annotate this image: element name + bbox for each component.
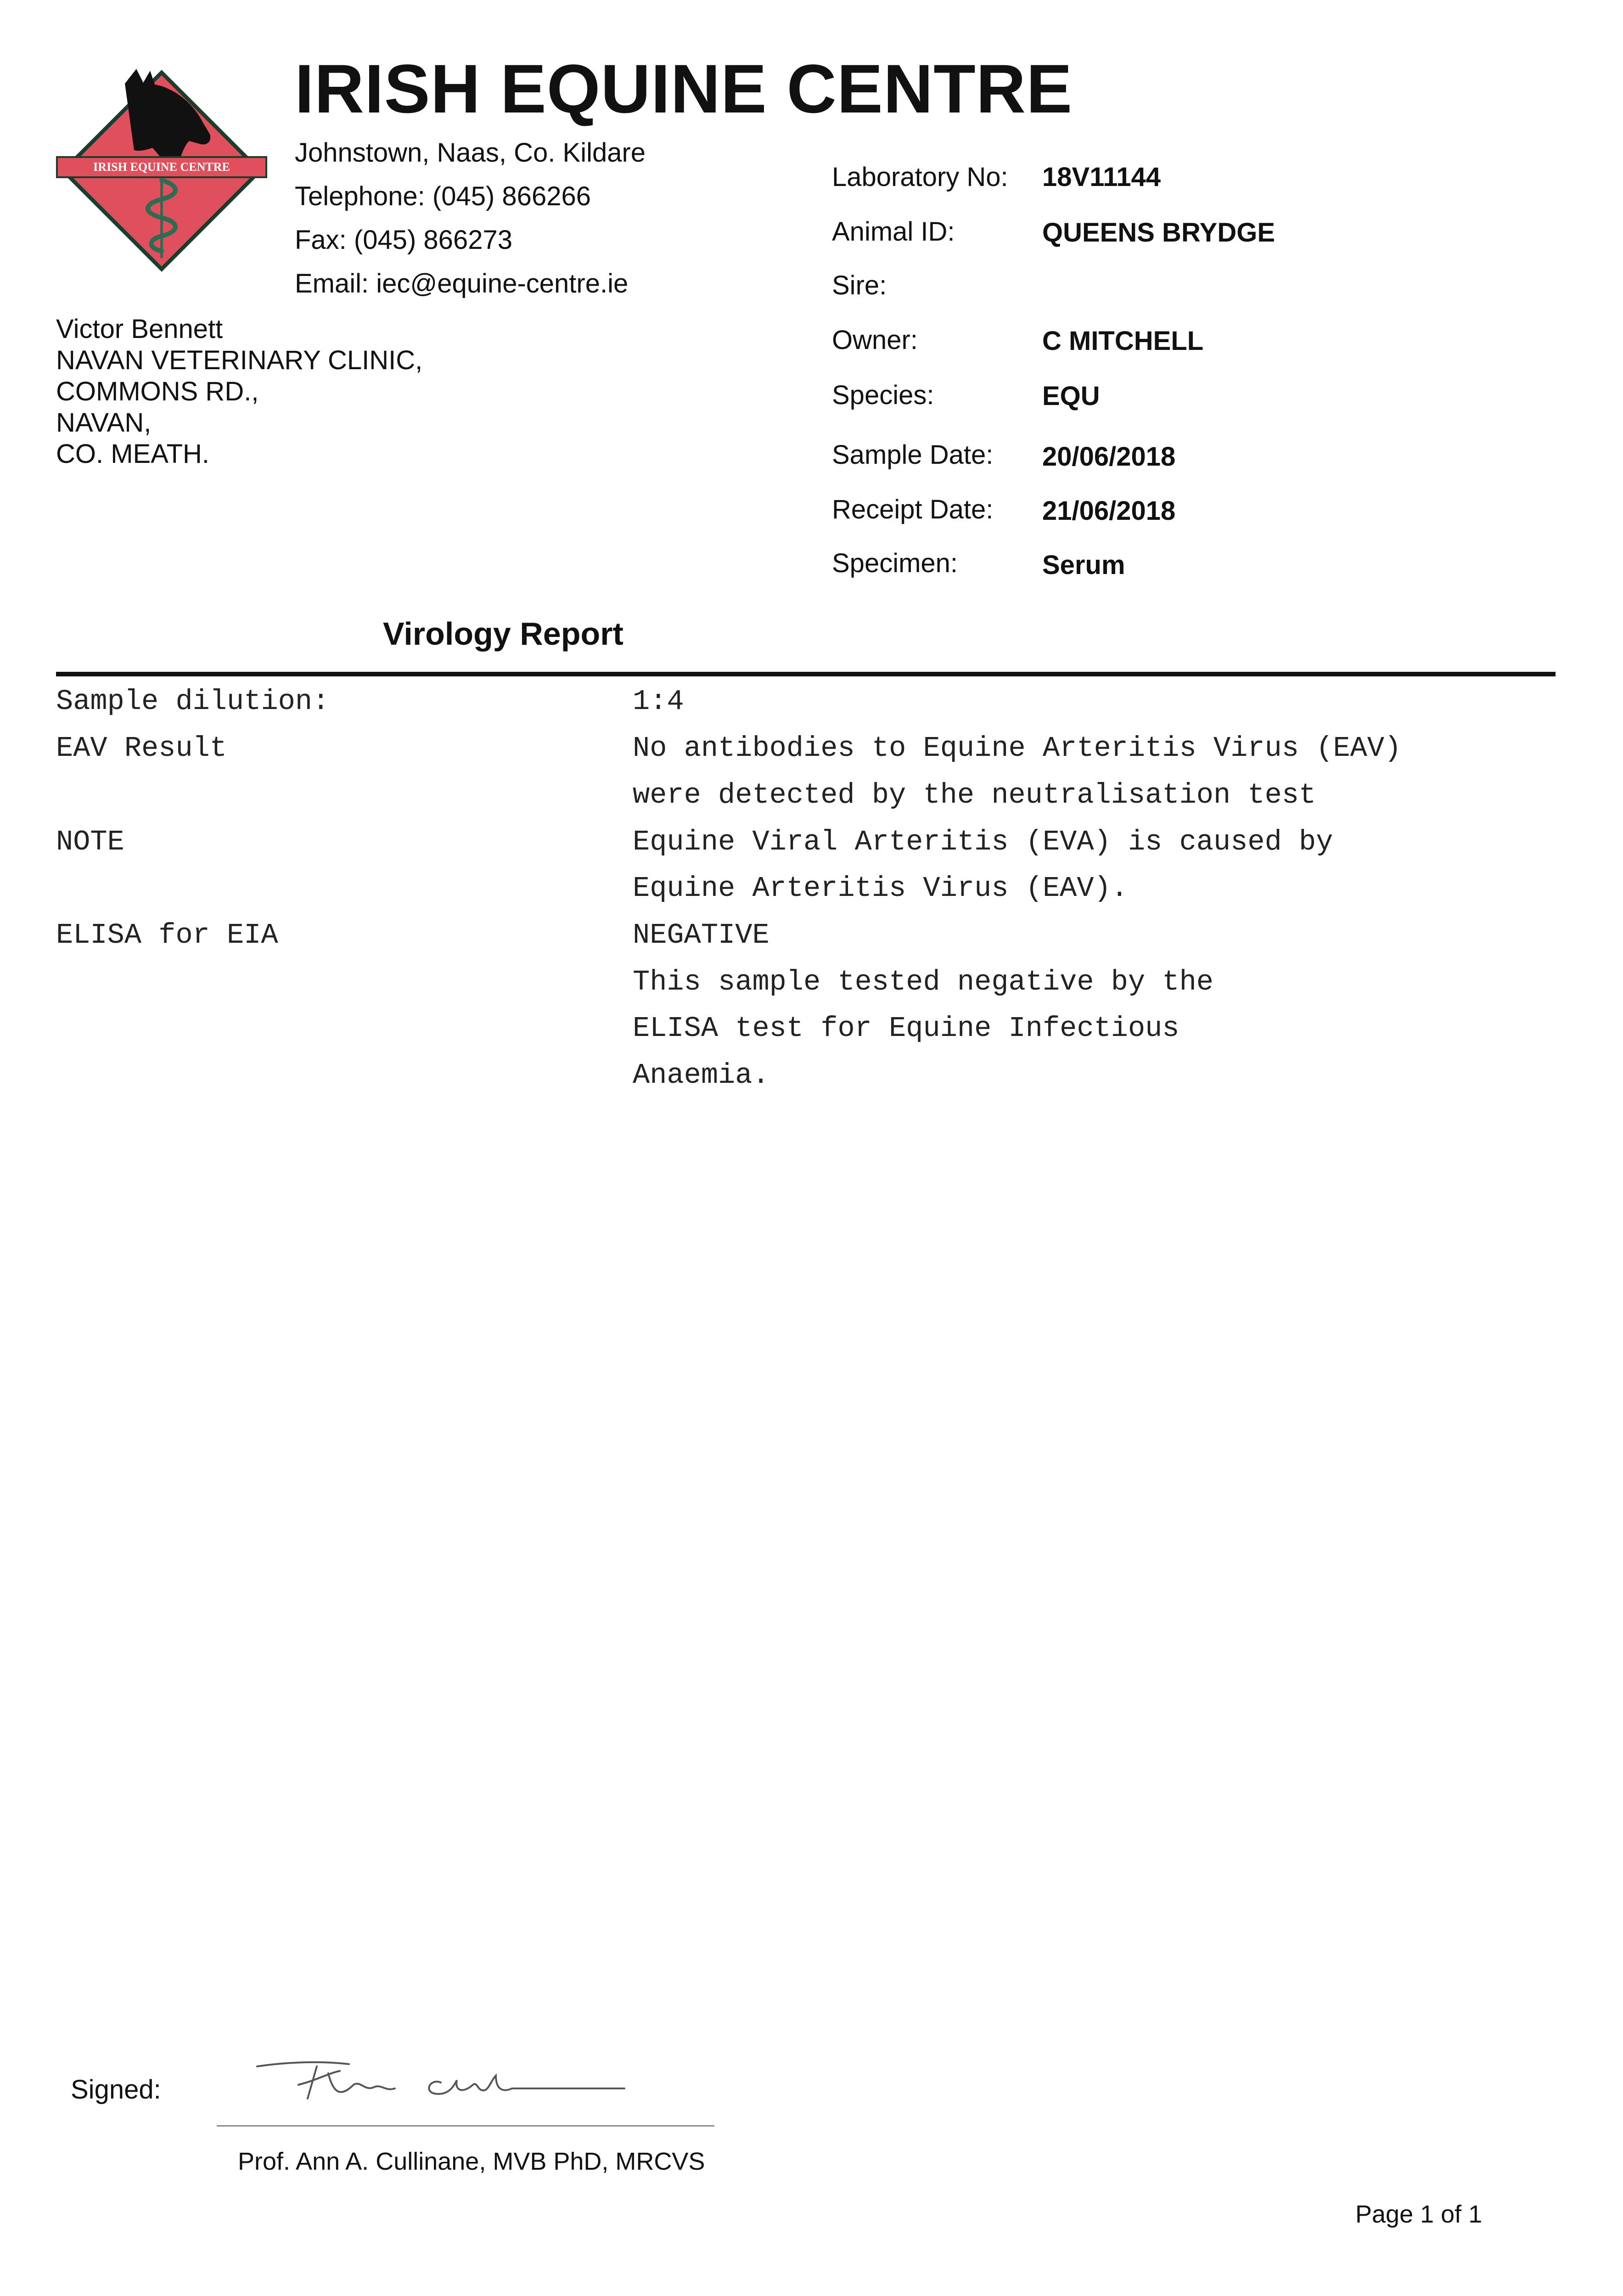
result-line: NEGATIVE (633, 919, 769, 951)
specimen-value: Serum (1042, 550, 1125, 580)
owner-label: Owner: (832, 325, 918, 355)
result-line: No antibodies to Equine Arteritis Virus (EAV) (633, 732, 1402, 765)
result-line: 1:4 (633, 685, 684, 718)
result-line: Equine Viral Arteritis (EVA) is caused by (633, 826, 1333, 858)
result-label: EAV Result (56, 732, 227, 765)
recipient-address-line: CO. MEATH. (56, 439, 210, 469)
result-line: Anaemia. (633, 1059, 769, 1092)
recipient-name: Victor Bennett (56, 314, 223, 344)
result-line: Equine Arteritis Virus (EAV). (633, 872, 1128, 905)
animal-id-label: Animal ID: (832, 217, 955, 247)
owner-value: C MITCHELL (1042, 326, 1204, 356)
logo-banner-text: IRISH EQUINE CENTRE (93, 160, 230, 174)
result-label: Sample dilution: (56, 685, 330, 718)
result-label: ELISA for EIA (56, 919, 278, 951)
animal-id-value: QUEENS BRYDGE (1042, 218, 1275, 248)
signature-line (217, 2125, 714, 2127)
lab-number-value: 18V11144 (1042, 162, 1161, 192)
contact-telephone: Telephone: (045) 866266 (295, 181, 591, 211)
handwritten-signature (248, 2048, 643, 2117)
species-value: EQU (1042, 381, 1100, 411)
organization-name: IRISH EQUINE CENTRE (295, 50, 1073, 127)
sample-date-value: 20/06/2018 (1042, 442, 1176, 472)
sample-date-label: Sample Date: (832, 440, 994, 470)
irish-equine-centre-logo (56, 65, 267, 276)
report-title: Virology Report (383, 616, 623, 652)
specimen-label: Specimen: (832, 548, 958, 578)
contact-email: Email: iec@equine-centre.ie (295, 269, 629, 298)
species-label: Species: (832, 380, 934, 410)
result-line: were detected by the neutralisation test (633, 779, 1316, 811)
recipient-address-line: NAVAN VETERINARY CLINIC, (56, 345, 423, 375)
sire-label: Sire: (832, 270, 887, 300)
receipt-date-label: Receipt Date: (832, 495, 994, 524)
lab-number-label: Laboratory No: (832, 162, 1008, 192)
signed-label: Signed: (71, 2075, 161, 2105)
recipient-address-line: NAVAN, (56, 408, 152, 438)
contact-fax: Fax: (045) 866273 (295, 225, 512, 255)
result-line: ELISA test for Equine Infectious (633, 1012, 1179, 1045)
recipient-address-line: COMMONS RD., (56, 377, 259, 406)
signatory-name: Prof. Ann A. Cullinane, MVB PhD, MRCVS (238, 2148, 705, 2175)
page-number: Page 1 of 1 (1355, 2200, 1483, 2228)
result-line: This sample tested negative by the (633, 966, 1214, 998)
report-divider (56, 672, 1556, 676)
receipt-date-value: 21/06/2018 (1042, 496, 1176, 526)
contact-address: Johnstown, Naas, Co. Kildare (295, 138, 646, 168)
result-label: NOTE (56, 826, 124, 858)
